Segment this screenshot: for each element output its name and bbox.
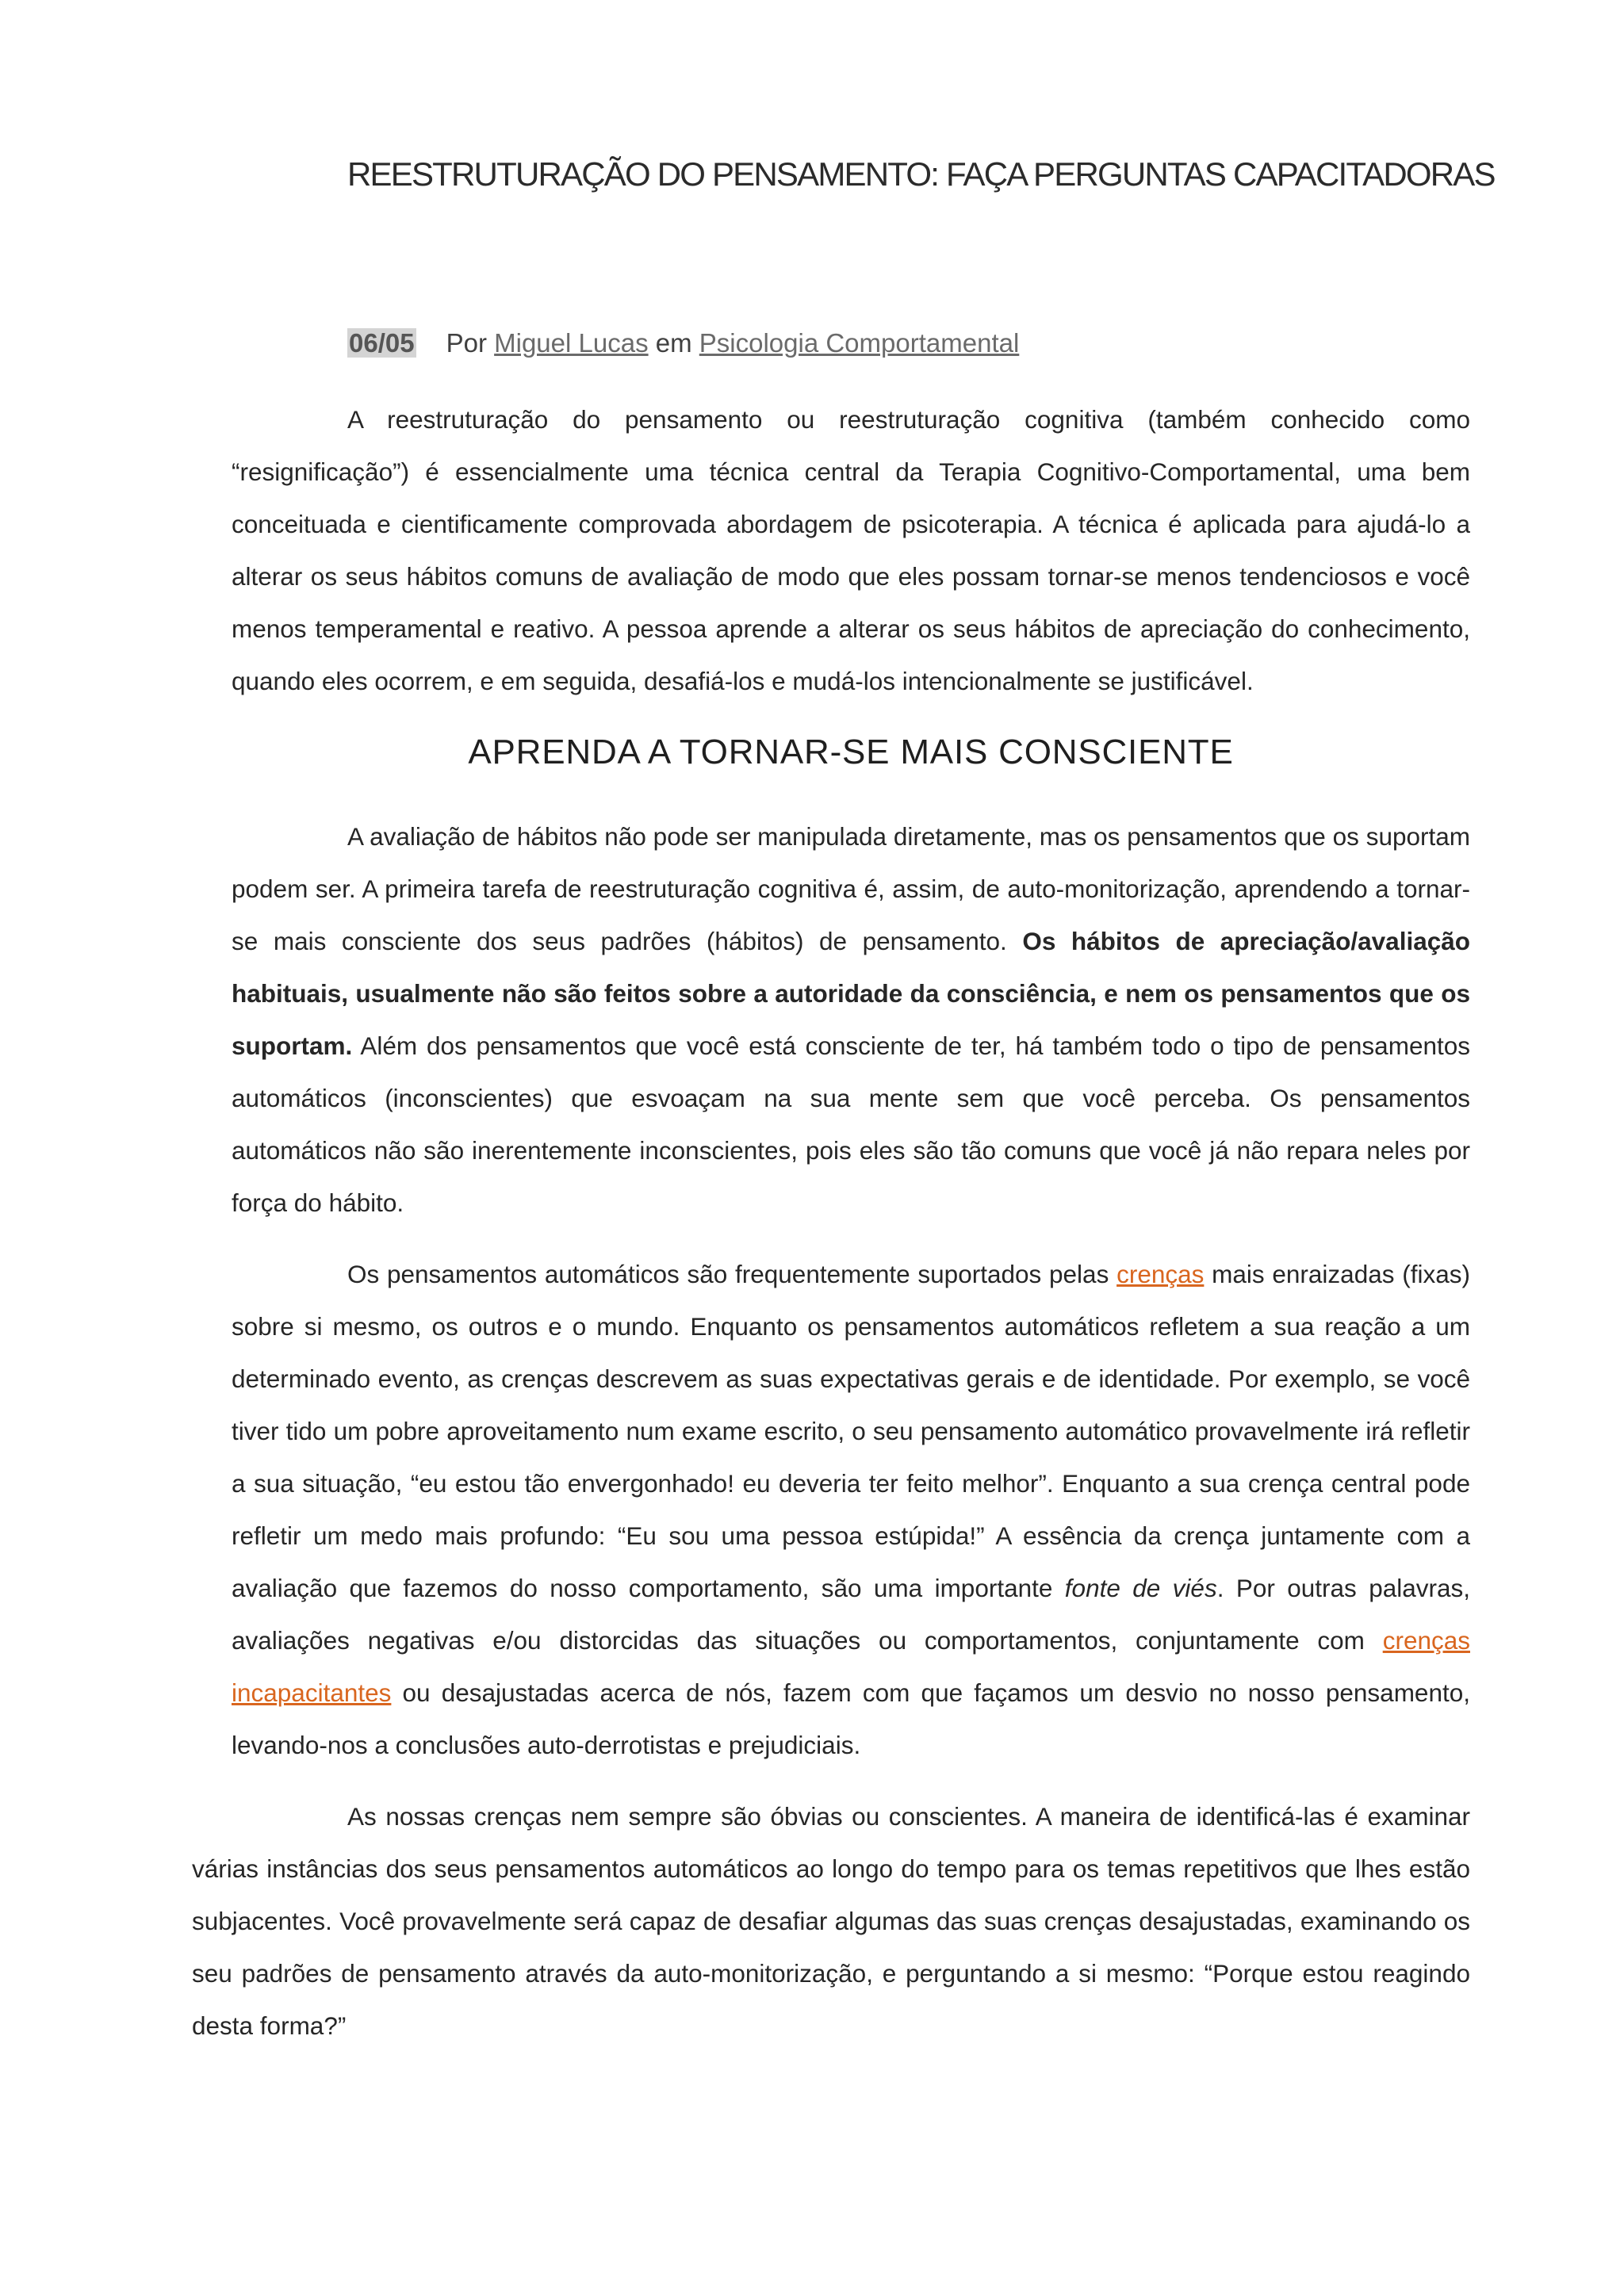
crencas-link[interactable]: crenças	[1116, 1260, 1205, 1288]
paragraph-intro-text: A reestruturação do pensamento ou reestruturação cognitiva (também conhecido como “resignificação”) é essencialmente uma técnica central da Terapia Cognitivo-Comportamental, uma bem conceituada e cientificamente comprovada abordagem de psicoterapia. A técnica é aplicada para ajudá-lo a alterar os seus hábitos comuns de avaliação de modo que eles possam tornar-se menos tendenciosos e você menos temperamental e reativo. A pessoa aprende a alterar os seus hábitos de apreciação do conhecimento, quando eles ocorrem, e em seguida, desafiá-los e mudá-los intencionalmente se justificável.	[232, 405, 1470, 695]
paragraph-identify-text: As nossas crenças nem sempre são óbvias ou conscientes. A maneira de identificá-las é examinar várias instâncias dos seus pensamentos automáticos ao longo do tempo para os temas repetitivos que lhes estão subjacentes. Você provavelmente será capaz de desafiar algumas das suas crenças desajustadas, examinando os seu padrões de pensamento através da auto-monitorização, e perguntando a si mesmo: “Porque estou reagindo desta forma?”	[192, 1802, 1470, 2040]
post-meta	[347, 328, 1019, 358]
paragraph-beliefs-italic: fonte de viés	[1064, 1574, 1217, 1602]
paragraph-beliefs-text-a: Os pensamentos automáticos são frequentemente suportados pelas	[347, 1260, 1117, 1288]
paragraph-beliefs-text-b: mais enraizadas (fixas) sobre si mesmo, os outros e o mundo. Enquanto os pensamentos automáticos refletem a sua reação a um determinado evento, as crenças descrevem as suas expectativas gerais e de identidade. Por exemplo, se você tiver tido um pobre aproveitamento num exame escrito, o seu pensamento automático provavelmente irá refletir a sua situação, “eu estou tão envergonhado! eu deveria ter feito melhor”. Enquanto a sua crença central pode refletir um medo mais profundo: “Eu sou uma pessoa estúpida!” A essência da crença juntamente com a avaliação que fazemos do nosso comportamento, são uma importante	[232, 1260, 1470, 1602]
paragraph-beliefs	[232, 1248, 1470, 1771]
paragraph-awareness-bold: Os hábitos de apreciação/avaliação habituais, usualmente não são feitos sobre a autoridade da consciência, e nem os pensamentos que os suportam.	[232, 927, 1470, 1060]
paragraph-awareness-text-a: A avaliação de hábitos não pode ser manipulada diretamente, mas os pensamentos que os suportam podem ser. A primeira tarefa de reestruturação cognitiva é, assim, de auto-monitorização, aprendendo a tornar-se mais consciente dos seus padrões (hábitos) de pensamento.	[232, 822, 1470, 955]
paragraph-awareness	[232, 810, 1470, 1229]
crencas-incapacitantes-link[interactable]: crenças incapacitantes	[232, 1626, 1470, 1707]
in-label: em	[655, 328, 692, 358]
paragraph-awareness-text-b: Além dos pensamentos que você está consciente de ter, há também todo o tipo de pensamentos automáticos (inconscientes) que esvoaçam na sua mente sem que você perceba. Os pensamentos automáticos não são inerentemente inconscientes, pois eles são tão comuns que você já não repara neles por força do hábito.	[232, 1031, 1470, 1217]
paragraph-identify	[192, 1790, 1470, 2052]
post-date: 06/05	[349, 328, 415, 358]
section-heading: APRENDA A TORNAR-SE MAIS CONSCIENTE	[468, 733, 1234, 771]
by-label: Por	[446, 328, 487, 358]
paragraph-intro	[232, 393, 1470, 707]
paragraph-beliefs-text-c: . Por outras palavras, avaliações negativas e/ou distorcidas das situações ou comportamentos, conjuntamente com	[232, 1574, 1471, 1655]
page-title: REESTRUTURAÇÃO DO PENSAMENTO: FAÇA PERGUNTAS CAPACITADORAS	[347, 155, 1495, 193]
author-link[interactable]: Miguel Lucas	[494, 328, 649, 358]
category-link[interactable]: Psicologia Comportamental	[699, 328, 1020, 358]
paragraph-beliefs-text-d: ou desajustadas acerca de nós, fazem com que façamos um desvio no nosso pensamento, levando-nos a conclusões auto-derrotistas e prejudiciais.	[232, 1678, 1470, 1759]
